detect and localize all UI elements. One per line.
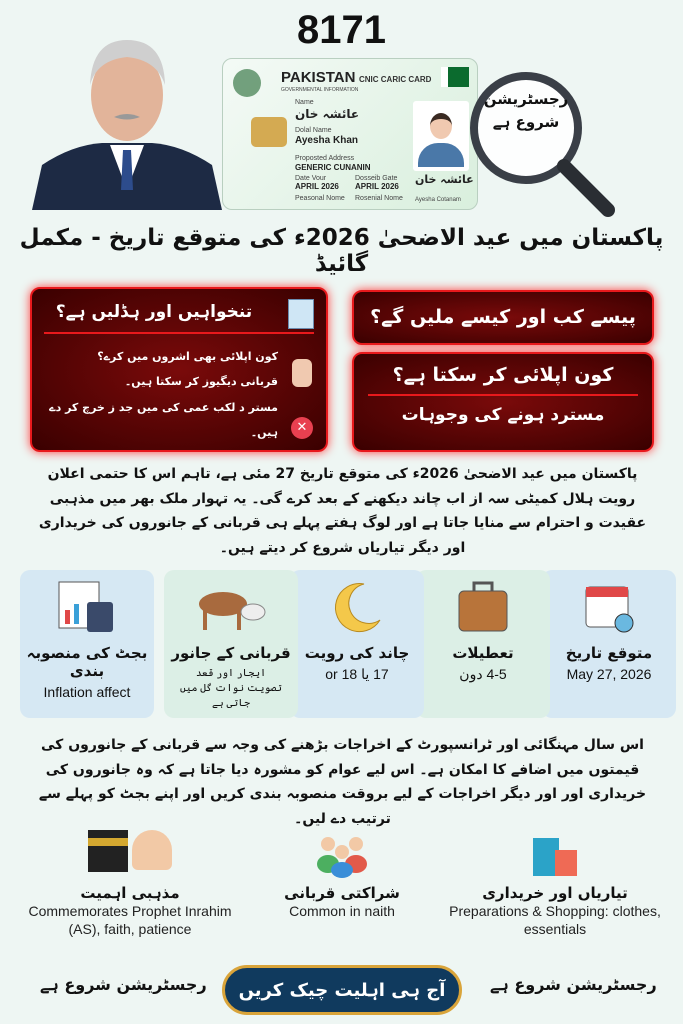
reserved-label: Rosenial Nome bbox=[355, 195, 403, 202]
item-text: Preparations & Shopping: clothes, essentials bbox=[449, 903, 661, 938]
tile-holidays bbox=[416, 570, 550, 718]
date1: APRIL 2026 bbox=[295, 182, 339, 191]
page-title: پاکستان میں عید الاضحیٰ 2026ء کی متوقع تاریخ - مکمل گائیڈ bbox=[19, 225, 664, 277]
cow-goat-icon bbox=[164, 576, 298, 638]
item-title: تیاریاں اور خریداری bbox=[482, 884, 628, 902]
reject-x-icon: ✕ bbox=[291, 417, 313, 439]
address: GENERIC CUNANIN bbox=[295, 163, 371, 172]
tile-expected-date bbox=[542, 570, 676, 718]
kaaba-prayer-icon bbox=[20, 830, 240, 878]
bullet-item: کون اپلائی بھی اشروں میں کرے؟ bbox=[97, 350, 278, 363]
who-can-apply-box bbox=[352, 352, 654, 452]
payment-when-box: پیسے کب اور کیسے ملیں گے؟ bbox=[352, 290, 654, 345]
crescent-moon-icon bbox=[290, 576, 424, 638]
document-pen-icon bbox=[288, 299, 314, 329]
tile-text: Inflation affect bbox=[43, 684, 131, 700]
item-religious-importance bbox=[20, 830, 240, 938]
budget-paragraph: اس سال مہنگائی اور ٹرانسپورٹ کے اخراجات بڑھنے کی وجہ سے قربانی کے جانوروں کی قیمتوں میں اضافے کا امکان ہے۔ اس لیے عوام کو مشورہ دیا جاتا ہے کہ وہ جانوروں کی خریداری اور اور دیگر اخراجات کے لیے بروقت منصوبہ بندی کریں اور اپنے بجٹ کو پہلے سے ترتیب دے لیں۔ bbox=[38, 737, 647, 827]
tile-text: May 27, 2026 bbox=[566, 666, 652, 682]
item-title: مذہبی اہمیت bbox=[80, 884, 180, 902]
tile-title: بجٹ کی منصوبہ بندی bbox=[26, 644, 148, 680]
box-heading: کون اپلائی کر سکتا ہے؟ bbox=[392, 364, 614, 386]
date2: APRIL 2026 bbox=[355, 182, 399, 191]
shopping-bags-icon bbox=[445, 830, 665, 878]
chart-calculator-icon bbox=[20, 576, 154, 638]
box-heading: تنخواہیں اور ہڈلیں ہے؟ bbox=[55, 302, 253, 322]
tile-budget bbox=[20, 570, 154, 718]
group-icon bbox=[232, 830, 452, 878]
intro-paragraph: پاکستان میں عید الاضحیٰ 2026ء کی متوقع تاریخ 27 مئی ہے، تاہم اس کا حتمی اعلان رویت ہلال کمیٹی سہ از اب چاند دیکھنے کے بعد کرے گی۔ یہ تہوار ملک بھر میں مذہبی عقیدت و احترام سے منایا جاتا ہے اور لوگ ہفتے پہلے ہی قربانی کے جانوروں کی خریداری اور دیگر تیاریاں شروع کر دیتے ہیں۔ bbox=[38, 466, 647, 556]
registration-open-right: رجسٹریشن شروع ہے bbox=[490, 975, 657, 994]
calendar-icon bbox=[542, 576, 676, 638]
id-card-image bbox=[222, 58, 478, 210]
name-label: Name bbox=[295, 99, 314, 106]
tile-title: قربانی کے جانور bbox=[171, 644, 291, 662]
tile-moon-sighting bbox=[290, 570, 424, 718]
tile-text: 17 یا 18 or bbox=[325, 666, 389, 682]
dual-name-label: Dolal Name bbox=[295, 127, 332, 134]
card-subtitle: GOVERNMENTAL INFORMATION bbox=[281, 87, 359, 93]
date1-label: Date Vour bbox=[295, 175, 327, 182]
tile-title: چاند کی رویت bbox=[304, 644, 410, 662]
salary-info-box bbox=[30, 287, 328, 452]
bullet-item: مستر د لکب عمی کی میں جد ز خرچ کر دے ہیں۔ bbox=[49, 400, 278, 439]
bullet-item: قربانی دیگیوز کر سکتا ہیں۔ bbox=[124, 375, 278, 389]
registration-open-left: رجسٹریشن شروع ہے bbox=[40, 975, 207, 994]
tile-animals bbox=[164, 570, 298, 718]
personal-label: Peasonal Nome bbox=[295, 195, 345, 202]
dual-name: Ayesha Khan bbox=[295, 135, 358, 146]
person-money-icon bbox=[292, 359, 312, 387]
check-eligibility-button[interactable]: آج ہی اہلیت چیک کریں bbox=[222, 965, 462, 1015]
item-text: Common in naith bbox=[289, 903, 395, 919]
address-label: Proposted Address bbox=[295, 155, 355, 162]
photo-name-urdu: عائشہ خان bbox=[415, 173, 474, 186]
item-preparations bbox=[445, 830, 665, 938]
tile-text: 4-5 دون bbox=[459, 666, 507, 682]
photo-caption: Ayesha Cotanam bbox=[415, 197, 461, 203]
card-country: PAKISTAN bbox=[281, 69, 356, 86]
item-text: Commemorates Prophet Inrahim (AS), faith, patience bbox=[28, 903, 232, 938]
magnifier-text: رجسٹریشن شروع ہے bbox=[483, 90, 569, 131]
emblem-icon bbox=[233, 69, 261, 97]
item-shared-sacrifice bbox=[232, 830, 452, 920]
suitcase-icon bbox=[416, 576, 550, 638]
pakistan-flag-icon bbox=[441, 67, 469, 87]
header-number: 8171 bbox=[297, 8, 386, 52]
item-title: شراکتی قربانی bbox=[284, 884, 400, 902]
name-urdu: عائشہ خان bbox=[295, 107, 360, 121]
card-photo bbox=[413, 101, 469, 171]
tile-text: ایجار اور قعد تصویت نوات گل میں جاتی ہے bbox=[179, 668, 283, 709]
chip-icon bbox=[251, 117, 287, 147]
tile-title: تعطیلات bbox=[452, 644, 514, 662]
tile-title: متوقع تاریخ bbox=[565, 644, 653, 662]
card-type: CNIC CARIC CARD bbox=[359, 75, 432, 84]
portrait-image bbox=[32, 25, 222, 210]
box-subheading: مسترد ہونے کی وجوہات bbox=[401, 405, 605, 425]
date2-label: Dosseib Gate bbox=[355, 175, 398, 182]
